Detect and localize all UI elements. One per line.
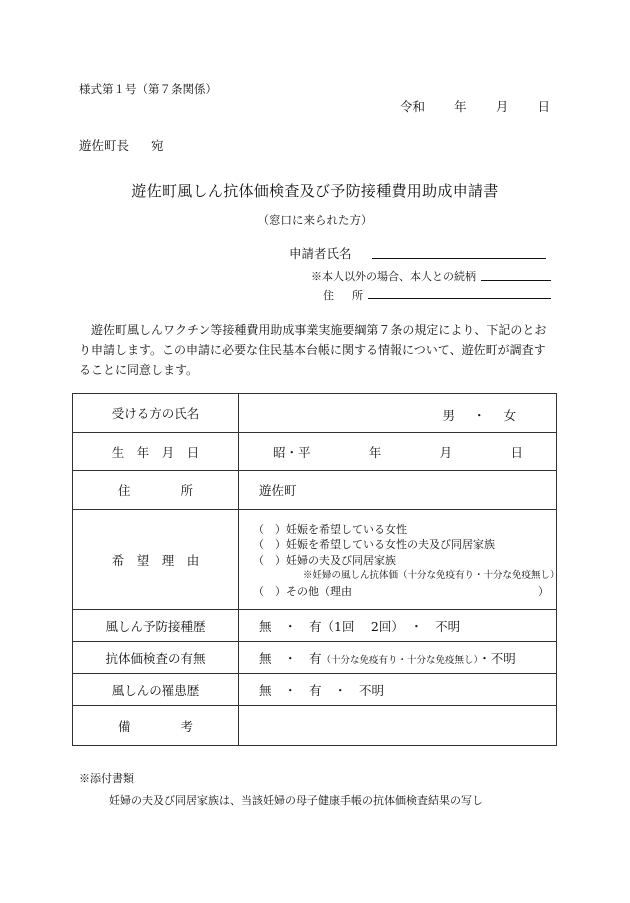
date-month: 月 [495,99,509,114]
history-field[interactable] [239,674,557,706]
reason-option-4-text: （ ）その他（理由 [253,584,352,598]
date-era: 令和 [400,99,426,114]
relation-field[interactable] [481,268,551,281]
applicant-address-field[interactable] [368,286,551,299]
birth-field[interactable] [239,433,557,471]
addressee-suffix: 宛 [151,138,164,153]
antibody-label: 抗体価検査の有無 [73,642,239,674]
sex-options [442,406,516,424]
reason-option-1[interactable]: （ ）妊娠を希望している女性 [253,522,407,536]
row-remarks [73,706,557,746]
row-antibody [73,642,557,674]
row-name [73,394,557,433]
reason-label: 希 望 理 由 [73,510,239,610]
relation-label: ※本人以外の場合、本人との続柄 [311,270,476,283]
applicant-name-label: 申請者氏名 [289,246,352,261]
vaccination-options: 無 ・ 有（1回 2回） ・ 不明 [259,618,461,634]
date-year: 年 [454,99,467,114]
document-title: 遊佐町風しん抗体価検査及び予防接種費用助成申請書 [131,182,499,200]
antibody-options-a: 無 ・ 有 [259,650,322,666]
name-label: 受ける方の氏名 [73,394,239,433]
date-day: 日 [537,99,550,114]
vaccination-label: 風しん予防接種歴 [73,610,239,642]
applicant-name-field[interactable] [372,245,546,259]
remarks-label: 備 考 [73,706,239,746]
consent-paragraph: 遊佐町風しんワクチン等接種費用助成事業実施要綱第７条の規定により、下記のとおり申請します。この申請に必要な住民基本台帳に関する情報について、遊佐町が調査することに同意します。 [79,323,547,377]
applicant-address-label [323,287,363,303]
history-options: 無 ・ 有 ・ 不明 [259,682,385,698]
reason-option-2[interactable]: （ ）妊娠を希望している女性の夫及び同居家族 [253,538,495,552]
reason-field [239,510,560,610]
row-birth [73,433,557,471]
attachment-heading: ※添付書類 [79,772,134,785]
applicant-address-label-b: 所 [352,289,363,302]
vaccination-field[interactable] [239,610,557,642]
birth-day: 日 [510,444,523,460]
reason-option-3-note: ※妊婦の風しん抗体価（十分な免疫有り・十分な免疫無し） [303,570,560,582]
address-field[interactable] [239,471,557,510]
sex-female[interactable]: 女 [503,408,516,423]
reason-option-4[interactable] [253,584,549,600]
row-reason [73,510,557,610]
row-address [73,471,557,510]
history-label: 風しんの罹患歴 [73,674,239,706]
date-line [400,97,550,115]
name-field[interactable] [239,394,557,433]
address-label: 住 所 [73,471,239,510]
row-vaccination [73,610,557,642]
sex-male[interactable]: 男 [442,408,455,423]
application-table [72,393,560,746]
sex-separator: ・ [472,408,486,423]
row-history [73,674,557,706]
applicant-address-label-a: 住 [323,289,334,302]
birth-era: 昭・平 [273,444,311,460]
remarks-field[interactable] [239,706,557,746]
address-value: 遊佐町 [259,483,297,498]
document-subtitle: （窓口に来られた方） [257,213,373,227]
birth-label: 生 年 月 日 [73,433,239,471]
antibody-options-b: ・不明 [478,650,516,666]
reason-option-3[interactable]: （ ）妊婦の夫及び同居家族 [253,553,396,567]
antibody-options-detail: （十分な免疫有り・十分な免疫無し） [321,654,479,666]
antibody-field[interactable] [239,642,557,674]
attachment-text: 妊婦の夫及び同居家族は、当該妊婦の母子健康手帳の抗体価検査結果の写し [109,794,483,807]
reason-option-4-close: ） [538,584,549,598]
addressee [79,136,164,154]
birth-year: 年 [368,444,382,460]
addressee-name: 遊佐町長 [79,138,130,153]
form-number: 様式第１号（第７条関係） [79,82,217,96]
birth-month: 月 [439,444,453,460]
